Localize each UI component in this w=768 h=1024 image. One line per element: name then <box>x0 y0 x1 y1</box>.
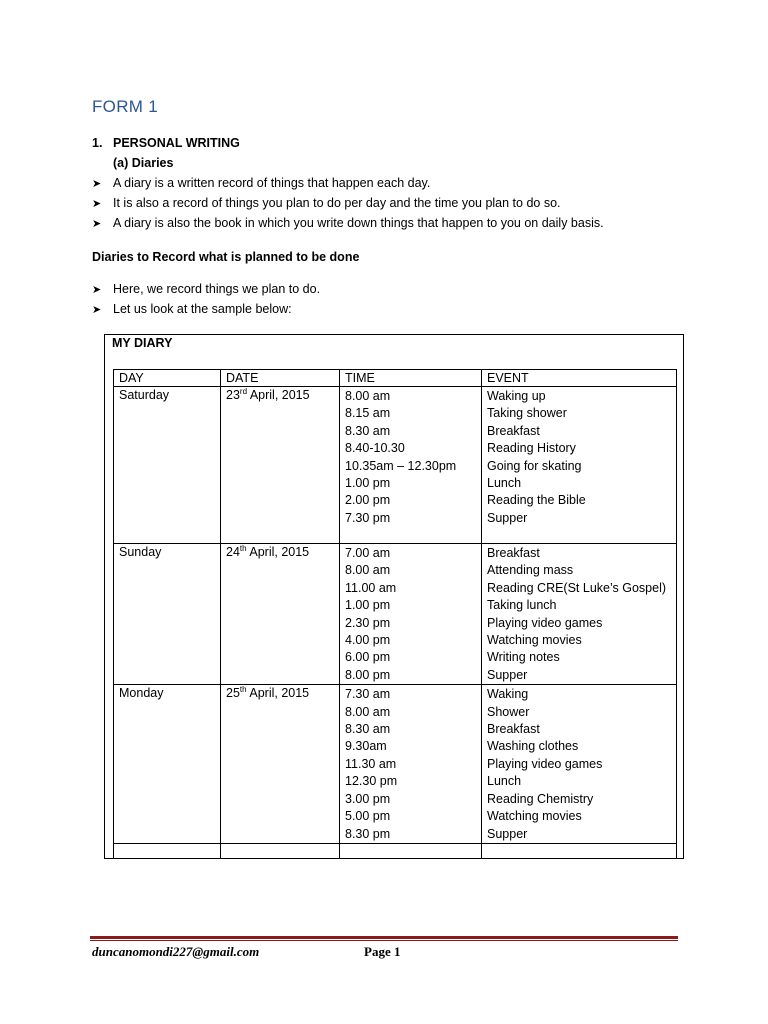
time-cell: 7.30 am 8.00 am 8.30 am 9.30am 11.30 am 12.30 pm 3.00 pm 5.00 pm 8.30 pm <box>340 685 482 844</box>
event-cell: Waking up Taking shower Breakfast Reading History Going for skating Lunch Reading the Bible Supper <box>482 387 677 544</box>
footer-email: duncanomondi227@gmail.com <box>92 944 260 959</box>
bullet-item: ➤ A diary is also the book in which you write down things that happen to you on daily basis. <box>92 216 604 230</box>
subsection-heading: (a) Diaries <box>113 156 174 170</box>
header-date: DATE <box>221 370 340 387</box>
header-day: DAY <box>114 370 221 387</box>
header-time: TIME <box>340 370 482 387</box>
event-cell: Breakfast Attending mass Reading CRE(St Luke’s Gospel) Taking lunch Playing video games Watching movies Writing notes Supper <box>482 544 677 685</box>
date-cell: 25th April, 2015 <box>221 685 340 844</box>
table-row <box>114 544 677 685</box>
arrow-bullet-icon: ➤ <box>92 178 102 190</box>
page-number: Page 1 <box>364 944 401 959</box>
bullet-item: ➤ Here, we record things we plan to do. <box>92 282 321 296</box>
form-title: FORM 1 <box>92 97 159 116</box>
date-cell: 23rd April, 2015 <box>221 387 340 544</box>
arrow-bullet-icon: ➤ <box>92 198 102 210</box>
section-number: 1. <box>92 136 103 150</box>
table-row <box>114 685 677 844</box>
header-event: EVENT <box>482 370 677 387</box>
date-cell: 24th April, 2015 <box>221 544 340 685</box>
section-heading <box>92 136 240 150</box>
bullet-item: ➤ Let us look at the sample below: <box>92 302 292 316</box>
table-row <box>114 387 677 544</box>
table-header-row <box>114 370 677 387</box>
time-cell: 8.00 am 8.15 am 8.30 am 8.40-10.30 10.35am – 12.30pm 1.00 pm 2.00 pm 7.30 pm <box>340 387 482 544</box>
time-cell: 7.00 am 8.00 am 11.00 am 1.00 pm 2.30 pm 4.00 pm 6.00 pm 8.00 pm <box>340 544 482 685</box>
bullet-item: ➤ A diary is a written record of things that happen each day. <box>92 176 431 190</box>
day-cell: Saturday <box>114 387 221 544</box>
diary-title: MY DIARY <box>112 336 173 350</box>
diary-table <box>113 369 677 859</box>
footer-rule <box>90 936 678 939</box>
event-cell: Waking Shower Breakfast Washing clothes Playing video games Lunch Reading Chemistry Watching movies Supper <box>482 685 677 844</box>
planned-heading: Diaries to Record what is planned to be done <box>92 250 360 264</box>
section-title: PERSONAL WRITING <box>113 136 240 150</box>
footer-rule-thin <box>90 940 678 941</box>
arrow-bullet-icon: ➤ <box>92 218 102 230</box>
day-cell: Monday <box>114 685 221 844</box>
table-row-empty <box>114 843 677 858</box>
arrow-bullet-icon: ➤ <box>92 304 102 316</box>
arrow-bullet-icon: ➤ <box>92 284 102 296</box>
bullet-item: ➤ It is also a record of things you plan to do per day and the time you plan to do so. <box>92 196 561 210</box>
day-cell: Sunday <box>114 544 221 685</box>
